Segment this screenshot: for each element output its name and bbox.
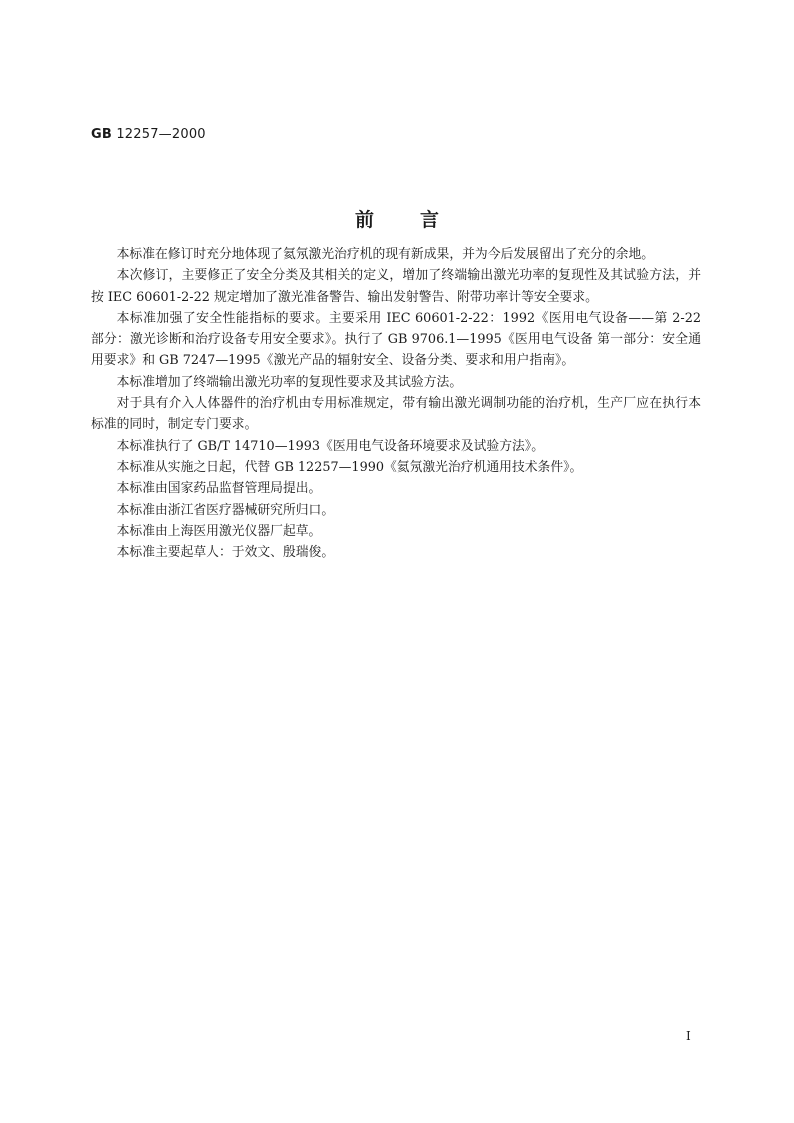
paragraph: 本标准主要起草人：于效文、殷瑞俊。 [116,545,335,561]
standard-number: 12257—2000 [116,127,206,142]
page-number: I [686,1029,691,1043]
paragraph: 本标准增加了终端输出激光功率的复现性要求及其试验方法。 [116,374,463,390]
paragraph: 本标准由国家药品监督管理局提出。 [116,481,322,497]
paragraph: 对于具有介入人体器件的治疗机由专用标准规定，带有输出激光调制功能的治疗机，生产厂应在执行本标准的同时，制定专门要求。 [91,396,701,433]
foreword-body [91,244,701,563]
paragraph: 本标准在修订时充分地体现了氦氖激光治疗机的现有新成果，并为今后发展留出了充分的余地。 [116,247,655,262]
paragraph: 本标准加强了安全性能指标的要求。主要采用 IEC 60601-2-22：1992《医用电气设备——第 2-22 部分：激光诊断和治疗设备专用安全要求》。执行了 GB 9706.1—1995《医用电气设备 第一部分：安全通用要求》和 GB 7247—1995《激光产品的辐射安全、设备分类、要求和用户指南》。 [91,310,701,369]
paragraph: 本标准由上海医用激光仪器厂起草。 [116,523,322,539]
standard-code [91,127,206,142]
standard-prefix: GB [91,127,112,142]
paragraph: 本标准由浙江省医疗器械研究所归口。 [116,502,335,518]
paragraph: 本次修订，主要修正了安全分类及其相关的定义，增加了终端输出激光功率的复现性及其试验方法，并按 IEC 60601-2-22 规定增加了激光准备警告、输出发射警告、附带功率计等安全要求。 [91,268,701,305]
paragraph: 本标准从实施之日起，代替 GB 12257—1990《氦氖激光治疗机通用技术条件》。 [116,459,583,475]
paragraph: 本标准执行了 GB/T 14710—1993《医用电气设备环境要求及试验方法》。 [116,438,545,454]
page-title: 前言 [354,209,485,231]
